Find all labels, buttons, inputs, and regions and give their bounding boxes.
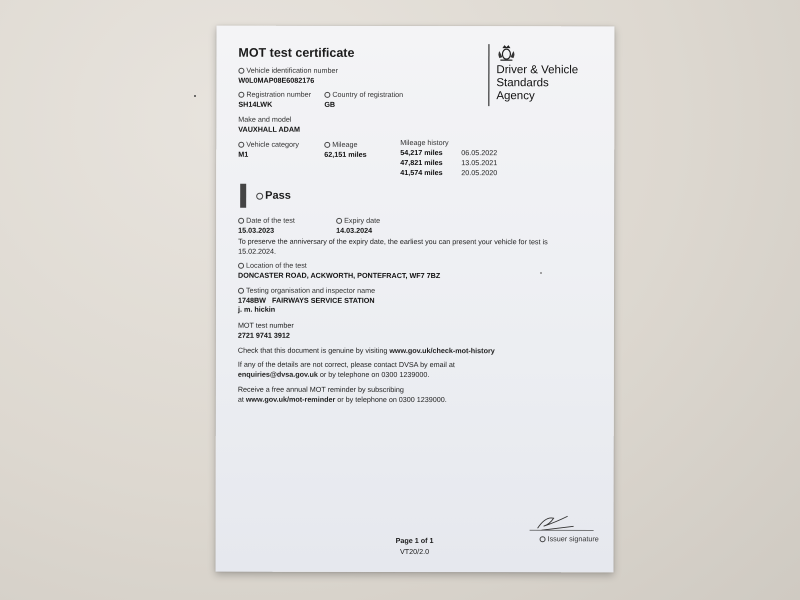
info-icon: [238, 263, 244, 269]
organisation-value: 1748BW FAIRWAYS SERVICE STATION: [237, 295, 375, 305]
location-value: DONCASTER ROAD, ACKWORTH, PONTEFRACT, WF7 7BZ: [238, 270, 441, 281]
vin-label: Vehicle identification number: [238, 66, 338, 75]
page-number: Page 1 of 1: [395, 535, 434, 546]
signature-icon: [516, 510, 596, 536]
background-speck: [540, 272, 542, 274]
info-icon: [324, 142, 330, 148]
inspector-name: j. m. hickin: [237, 304, 276, 314]
history-miles: 54,217 miles: [400, 147, 443, 158]
logo-rule: [488, 44, 489, 106]
organisation-label: Testing organisation and inspector name: [238, 286, 375, 295]
make-value: VAUXHALL ADAM: [238, 124, 301, 134]
mot-certificate-page: [216, 26, 615, 573]
test-number-label: MOT test number: [237, 320, 294, 330]
contact-line: If any of the details are not correct, please contact DVSA by email at: [237, 359, 455, 370]
registration-label: Registration number: [238, 90, 311, 99]
vin-value: W0L0MAP08E6082176: [238, 75, 315, 85]
check-mot-link[interactable]: www.gov.uk/check-mot-history: [389, 345, 495, 356]
anniversary-note: To preserve the anniversary of the expiry date, the earliest you can present your vehicle for test is: [238, 236, 548, 247]
contact-email-link[interactable]: enquiries@dvsa.gov.uk: [237, 369, 318, 379]
form-code: VT20/2.0: [399, 546, 430, 557]
reminder-link-line: at www.gov.uk/mot-reminder or by telephone on 0300 1239000.: [237, 394, 447, 405]
test-date-label: Date of the test: [238, 216, 295, 225]
mot-reminder-link[interactable]: www.gov.uk/mot-reminder: [245, 394, 336, 404]
certificate-title: MOT test certificate: [238, 45, 355, 60]
test-number-value: 2721 9741 3912: [237, 330, 290, 340]
country-label: Country of registration: [324, 90, 403, 99]
info-icon: [256, 193, 263, 200]
check-genuine-line: Check that this document is genuine by visiting www.gov.uk/check-mot-history: [237, 345, 495, 356]
contact-email-line: enquiries@dvsa.gov.uk or by telephone on 0300 1239000.: [237, 369, 430, 380]
info-icon: [238, 142, 244, 148]
registration-value: SH14LWK: [238, 99, 273, 109]
expiry-label: Expiry date: [336, 216, 380, 225]
reminder-line: Receive a free annual MOT reminder by subscribing: [237, 384, 404, 394]
category-label: Vehicle category: [238, 140, 299, 149]
info-icon: [238, 68, 244, 74]
history-date: 20.05.2020: [461, 168, 498, 178]
country-value: GB: [324, 99, 336, 109]
mileage-label: Mileage: [324, 140, 357, 149]
test-result: Pass: [256, 190, 291, 202]
background-speck: [194, 95, 196, 97]
location-label: Location of the test: [238, 261, 307, 270]
info-icon: [238, 218, 244, 224]
royal-crest-icon: [496, 44, 516, 62]
test-date-value: 15.03.2023: [238, 225, 275, 235]
mileage-value: 62,151 miles: [324, 149, 367, 159]
dvsa-logo: [488, 44, 598, 108]
info-icon: [336, 218, 342, 224]
history-miles: 47,821 miles: [400, 157, 443, 168]
history-date: 13.05.2021: [461, 158, 498, 168]
result-bar: [240, 184, 246, 208]
info-icon: [324, 92, 330, 98]
make-label: Make and model: [238, 114, 292, 124]
agency-name: Driver & Vehicle Standards Agency: [496, 64, 579, 103]
category-value: M1: [238, 149, 249, 159]
info-icon: [238, 288, 244, 294]
mileage-history-label: Mileage history: [400, 137, 449, 148]
info-icon: [238, 92, 244, 98]
history-miles: 41,574 miles: [400, 167, 443, 178]
anniversary-date: 15.02.2024.: [238, 246, 277, 256]
history-date: 06.05.2022: [461, 148, 498, 158]
expiry-value: 14.03.2024: [336, 225, 373, 235]
issuer-signature-label: Issuer signature: [540, 534, 599, 543]
